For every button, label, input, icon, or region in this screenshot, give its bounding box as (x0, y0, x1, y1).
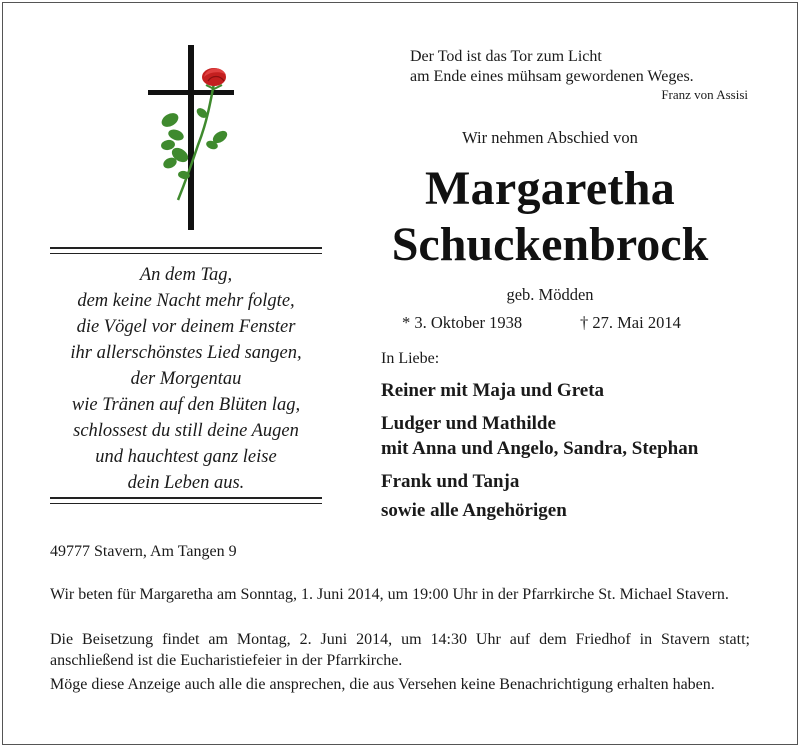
birth-date: * 3. Oktober 1938 (402, 313, 523, 332)
paragraph-burial: Die Beisetzung findet am Montag, 2. Juni 2014, um 14:30 Uhr auf dem Friedhof in Stavern statt; anschließend ist die Eucharistiefeier in der Pfarrkirche. (50, 631, 750, 669)
mourners-list (381, 376, 791, 525)
birth-name: geb. Mödden (506, 285, 594, 304)
intro-text: Wir nehmen Abschied von (462, 128, 638, 147)
cross-vertical-beam (188, 45, 194, 230)
poem-line: dein Leben aus. (127, 473, 245, 493)
cross-with-rose-icon (140, 45, 240, 235)
mourner-line: Ludger und Mathilde (381, 413, 556, 434)
mourner-line: Reiner mit Maja und Greta (381, 380, 605, 401)
divider-line-bottom-2 (50, 503, 322, 504)
poem-line: ihr allerschönstes Lied sangen, (70, 343, 302, 363)
divider-line-bottom-1 (50, 497, 322, 499)
poem-line: die Vögel vor deinem Fenster (76, 317, 296, 337)
poem-line: der Morgentau (130, 369, 242, 389)
divider-line-top-1 (50, 247, 322, 249)
deceased-last-name: Schuckenbrock (391, 218, 709, 271)
poem-line: schlossest du still deine Augen (73, 421, 299, 441)
poem-line: wie Tränen auf den Blüten lag, (71, 395, 301, 415)
divider-line-top-2 (50, 253, 322, 254)
paragraph-prayer: Wir beten für Margaretha am Sonntag, 1. Juni 2014, um 19:00 Uhr in der Pfarrkirche St. Michael Stavern. (50, 586, 729, 603)
paragraph-notice: Möge diese Anzeige auch alle die ansprechen, die aus Versehen keine Benachrichtigung erhalten haben. (50, 676, 715, 693)
quote-author: Franz von Assisi (661, 87, 748, 102)
mourner-line: sowie alle Angehörigen (381, 500, 567, 521)
mourners-label: In Liebe: (381, 350, 440, 367)
cross-horizontal-beam (148, 90, 234, 95)
poem-line: An dem Tag, (139, 265, 233, 285)
poem-line: und hauchtest ganz leise (95, 447, 277, 467)
quote (410, 47, 750, 103)
quote-line-2: am Ende eines mühsam gewordenen Weges. (410, 68, 694, 85)
address: 49777 Stavern, Am Tangen 9 (50, 543, 237, 560)
quote-line-1: Der Tod ist das Tor zum Licht (410, 48, 602, 65)
death-date: † 27. Mai 2014 (580, 313, 681, 332)
mourner-line: Frank und Tanja (381, 471, 520, 492)
deceased-first-name: Margaretha (424, 162, 676, 215)
mourner-line: mit Anna und Angelo, Sandra, Stephan (381, 438, 699, 459)
poem-line: dem keine Nacht mehr folgte, (77, 291, 295, 311)
poem (50, 262, 322, 496)
rose-head (202, 68, 226, 89)
rose-leaves (159, 106, 229, 180)
